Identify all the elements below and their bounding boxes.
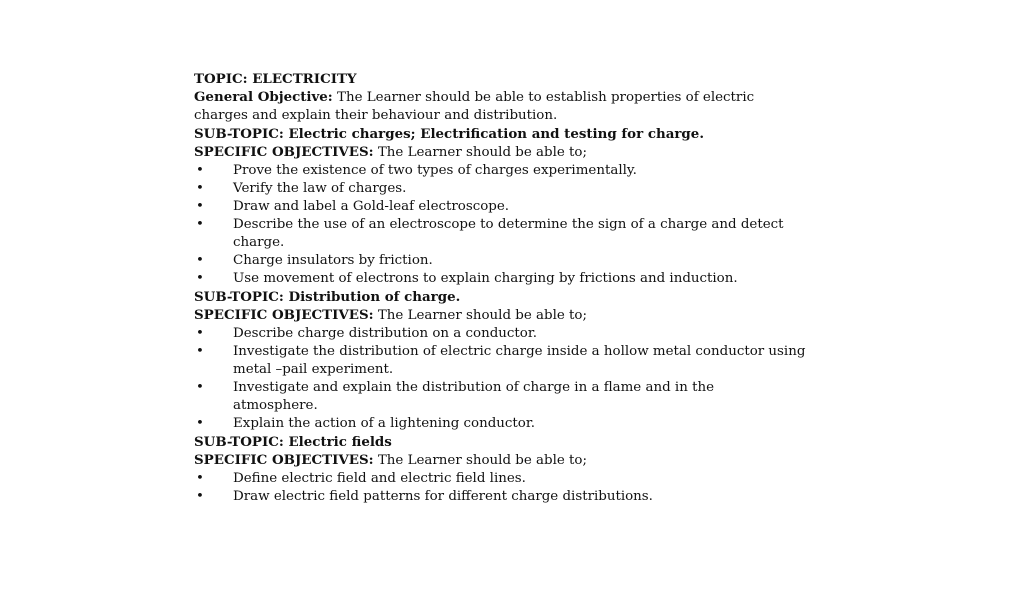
specific-objectives-intro: The Learner should be able to; [373,308,587,323]
list-item [194,488,794,506]
objectives-list [194,162,794,288]
list-item [194,198,794,216]
bullet-icon: • [196,181,204,196]
subtopic-heading: SUB-TOPIC: Electric charges; Electrification and testing for charge. [194,126,704,142]
bullet-icon: • [196,163,204,178]
list-item [194,470,794,488]
general-objective-text: The Learner should be able to establish properties of electric charges and explain their behaviour and distribution. [194,90,755,123]
list-item [194,270,794,288]
list-item [194,343,823,379]
objectives-list [194,325,806,433]
list-item-text: Charge insulators by friction. [233,253,433,268]
list-item-text: Verify the law of charges. [233,181,407,196]
bullet-icon: • [196,380,204,395]
specific-objectives-intro: The Learner should be able to; [373,453,587,468]
bullet-icon: • [196,199,204,214]
list-item-text: Define electric field and electric field lines. [233,471,526,486]
list-item [194,180,794,198]
list-item-text: Draw and label a Gold-leaf electroscope. [233,199,510,214]
list-item-text: Explain the action of a lightening conductor. [233,416,536,431]
bullet-icon: • [196,271,204,286]
subtopic-heading: SUB-TOPIC: Electric fields [194,434,392,450]
bullet-icon: • [196,326,204,341]
list-item [194,216,793,252]
specific-objectives-line [194,306,794,325]
specific-objectives-label: SPECIFIC OBJECTIVES: [194,452,374,468]
list-item [194,162,794,180]
list-item-text: Prove the existence of two types of charges experimentally. [233,163,637,178]
list-item [194,379,794,415]
bullet-icon: • [196,416,204,431]
bullet-icon: • [196,489,204,504]
subtopic-heading: SUB-TOPIC: Distribution of charge. [194,289,461,305]
general-objective [194,88,784,125]
bullet-icon: • [196,344,204,359]
bullet-icon: • [196,471,204,486]
specific-objectives-label: SPECIFIC OBJECTIVES: [194,144,374,160]
list-item-text: Investigate and explain the distribution of charge in a flame and in the atmosphere. [233,380,715,413]
bullet-icon: • [196,217,204,232]
specific-objectives-intro: The Learner should be able to; [373,145,587,160]
specific-objectives-label: SPECIFIC OBJECTIVES: [194,307,374,323]
document-body [194,70,806,506]
specific-objectives-line [194,451,794,470]
list-item-text: Draw electric field patterns for different charge distributions. [233,489,653,504]
list-item [194,252,794,270]
general-objective-label: General Objective: [194,89,333,105]
list-item [194,415,794,433]
specific-objectives-line [194,143,794,162]
topic-heading: TOPIC: ELECTRICITY [194,71,357,87]
list-item-text: Investigate the distribution of electric charge inside a hollow metal conductor using metal –pail experiment. [233,344,806,377]
objectives-list [194,470,794,506]
list-item-text: Describe the use of an electroscope to determine the sign of a charge and detect charge. [233,217,784,250]
list-item-text: Describe charge distribution on a conductor. [233,326,538,341]
list-item [194,325,794,343]
bullet-icon: • [196,253,204,268]
list-item-text: Use movement of electrons to explain charging by frictions and induction. [233,271,738,286]
